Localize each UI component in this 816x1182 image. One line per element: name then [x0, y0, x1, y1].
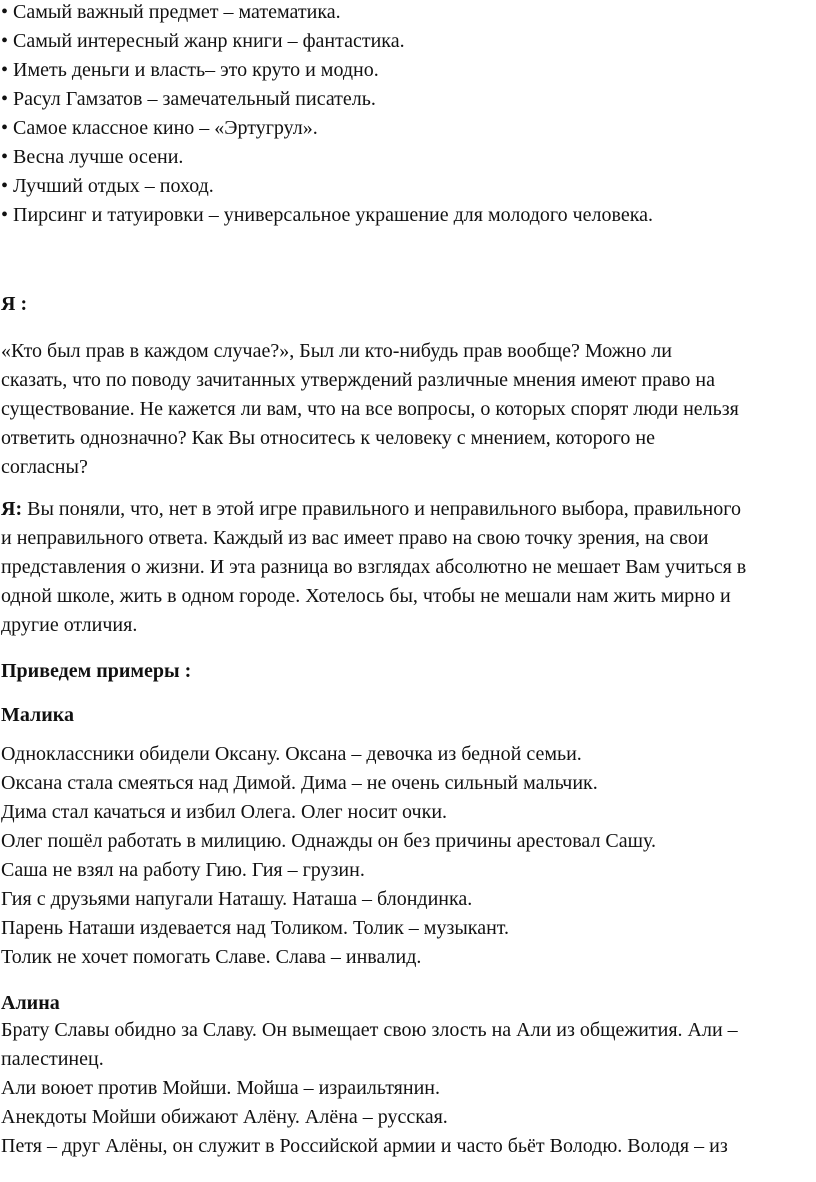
statement-item: • Пирсинг и татуировки – универсальное украшение для молодого человека.: [1, 204, 654, 226]
statement-item: • Самый интересный жанр книги – фантастика.: [1, 30, 405, 52]
alina-line: палестинец.: [1, 1048, 104, 1070]
answer-line: представления о жизни. И эта разница во взглядах абсолютно не мешает Вам учиться в: [1, 556, 747, 578]
statement-item: • Иметь деньги и власть– это круто и модно.: [1, 59, 379, 81]
alina-line: Анекдоты Мойши обижают Алёну. Алёна – русская.: [1, 1106, 448, 1128]
answer-line: другие отличия.: [1, 614, 138, 636]
question-line: ответить однозначно? Как Вы относитесь к человеку с мнением, которого не: [1, 427, 655, 449]
malika-heading: Малика: [1, 704, 75, 726]
malika-line: Парень Наташи издевается над Толиком. Толик – музыкант.: [1, 917, 510, 939]
statement-item: • Лучший отдых – поход.: [1, 175, 214, 197]
question-line: сказать, что по поводу зачитанных утверждений различные мнения имеют право на: [1, 369, 716, 391]
examples-heading: Приведем примеры :: [1, 660, 192, 682]
alina-heading: Алина: [1, 992, 60, 1014]
answer-first-line: [1, 497, 741, 521]
question-line: «Кто был прав в каждом случае?», Был ли кто-нибудь прав вообще? Можно ли: [1, 340, 672, 362]
answer-speaker: Я:: [1, 498, 23, 520]
malika-line: Саша не взял на работу Гию. Гия – грузин.: [1, 859, 365, 881]
malika-line: Одноклассники обидели Оксану. Оксана – девочка из бедной семьи.: [1, 743, 582, 765]
alina-line: Али воюет против Мойши. Мойша – израильтянин.: [1, 1077, 440, 1099]
question-line: существование. Не кажется ли вам, что на все вопросы, о которых спорят люди нельзя: [1, 398, 739, 420]
malika-line: Олег пошёл работать в милицию. Однажды он без причины арестовал Сашу.: [1, 830, 657, 852]
answer-line: и неправильного ответа. Каждый из вас имеет право на свою точку зрения, на свои: [1, 527, 709, 549]
speaker-heading: Я :: [1, 293, 28, 315]
malika-line: Толик не хочет помогать Славе. Слава – инвалид.: [1, 946, 422, 968]
statement-item: • Расул Гамзатов – замечательный писатель.: [1, 88, 376, 110]
alina-line: Брату Славы обидно за Славу. Он вымещает свою злость на Али из общежития. Али –: [1, 1019, 738, 1041]
malika-line: Оксана стала смеяться над Димой. Дима – не очень сильный мальчик.: [1, 772, 598, 794]
statement-item: • Самый важный предмет – математика.: [1, 1, 341, 23]
question-line: согласны?: [1, 456, 88, 478]
answer-text: Вы поняли, что, нет в этой игре правильного и неправильного выбора, правильного: [22, 498, 741, 520]
malika-line: Гия с друзьями напугали Наташу. Наташа – блондинка.: [1, 888, 473, 910]
alina-line: Петя – друг Алёны, он служит в Российской армии и часто бьёт Володю. Володя – из: [1, 1135, 728, 1157]
statement-item: • Самое классное кино – «Эртугрул».: [1, 117, 318, 139]
malika-line: Дима стал качаться и избил Олега. Олег носит очки.: [1, 801, 448, 823]
statement-item: • Весна лучше осени.: [1, 146, 184, 168]
answer-line: одной школе, жить в одном городе. Хотелось бы, чтобы не мешали нам жить мирно и: [1, 585, 731, 607]
